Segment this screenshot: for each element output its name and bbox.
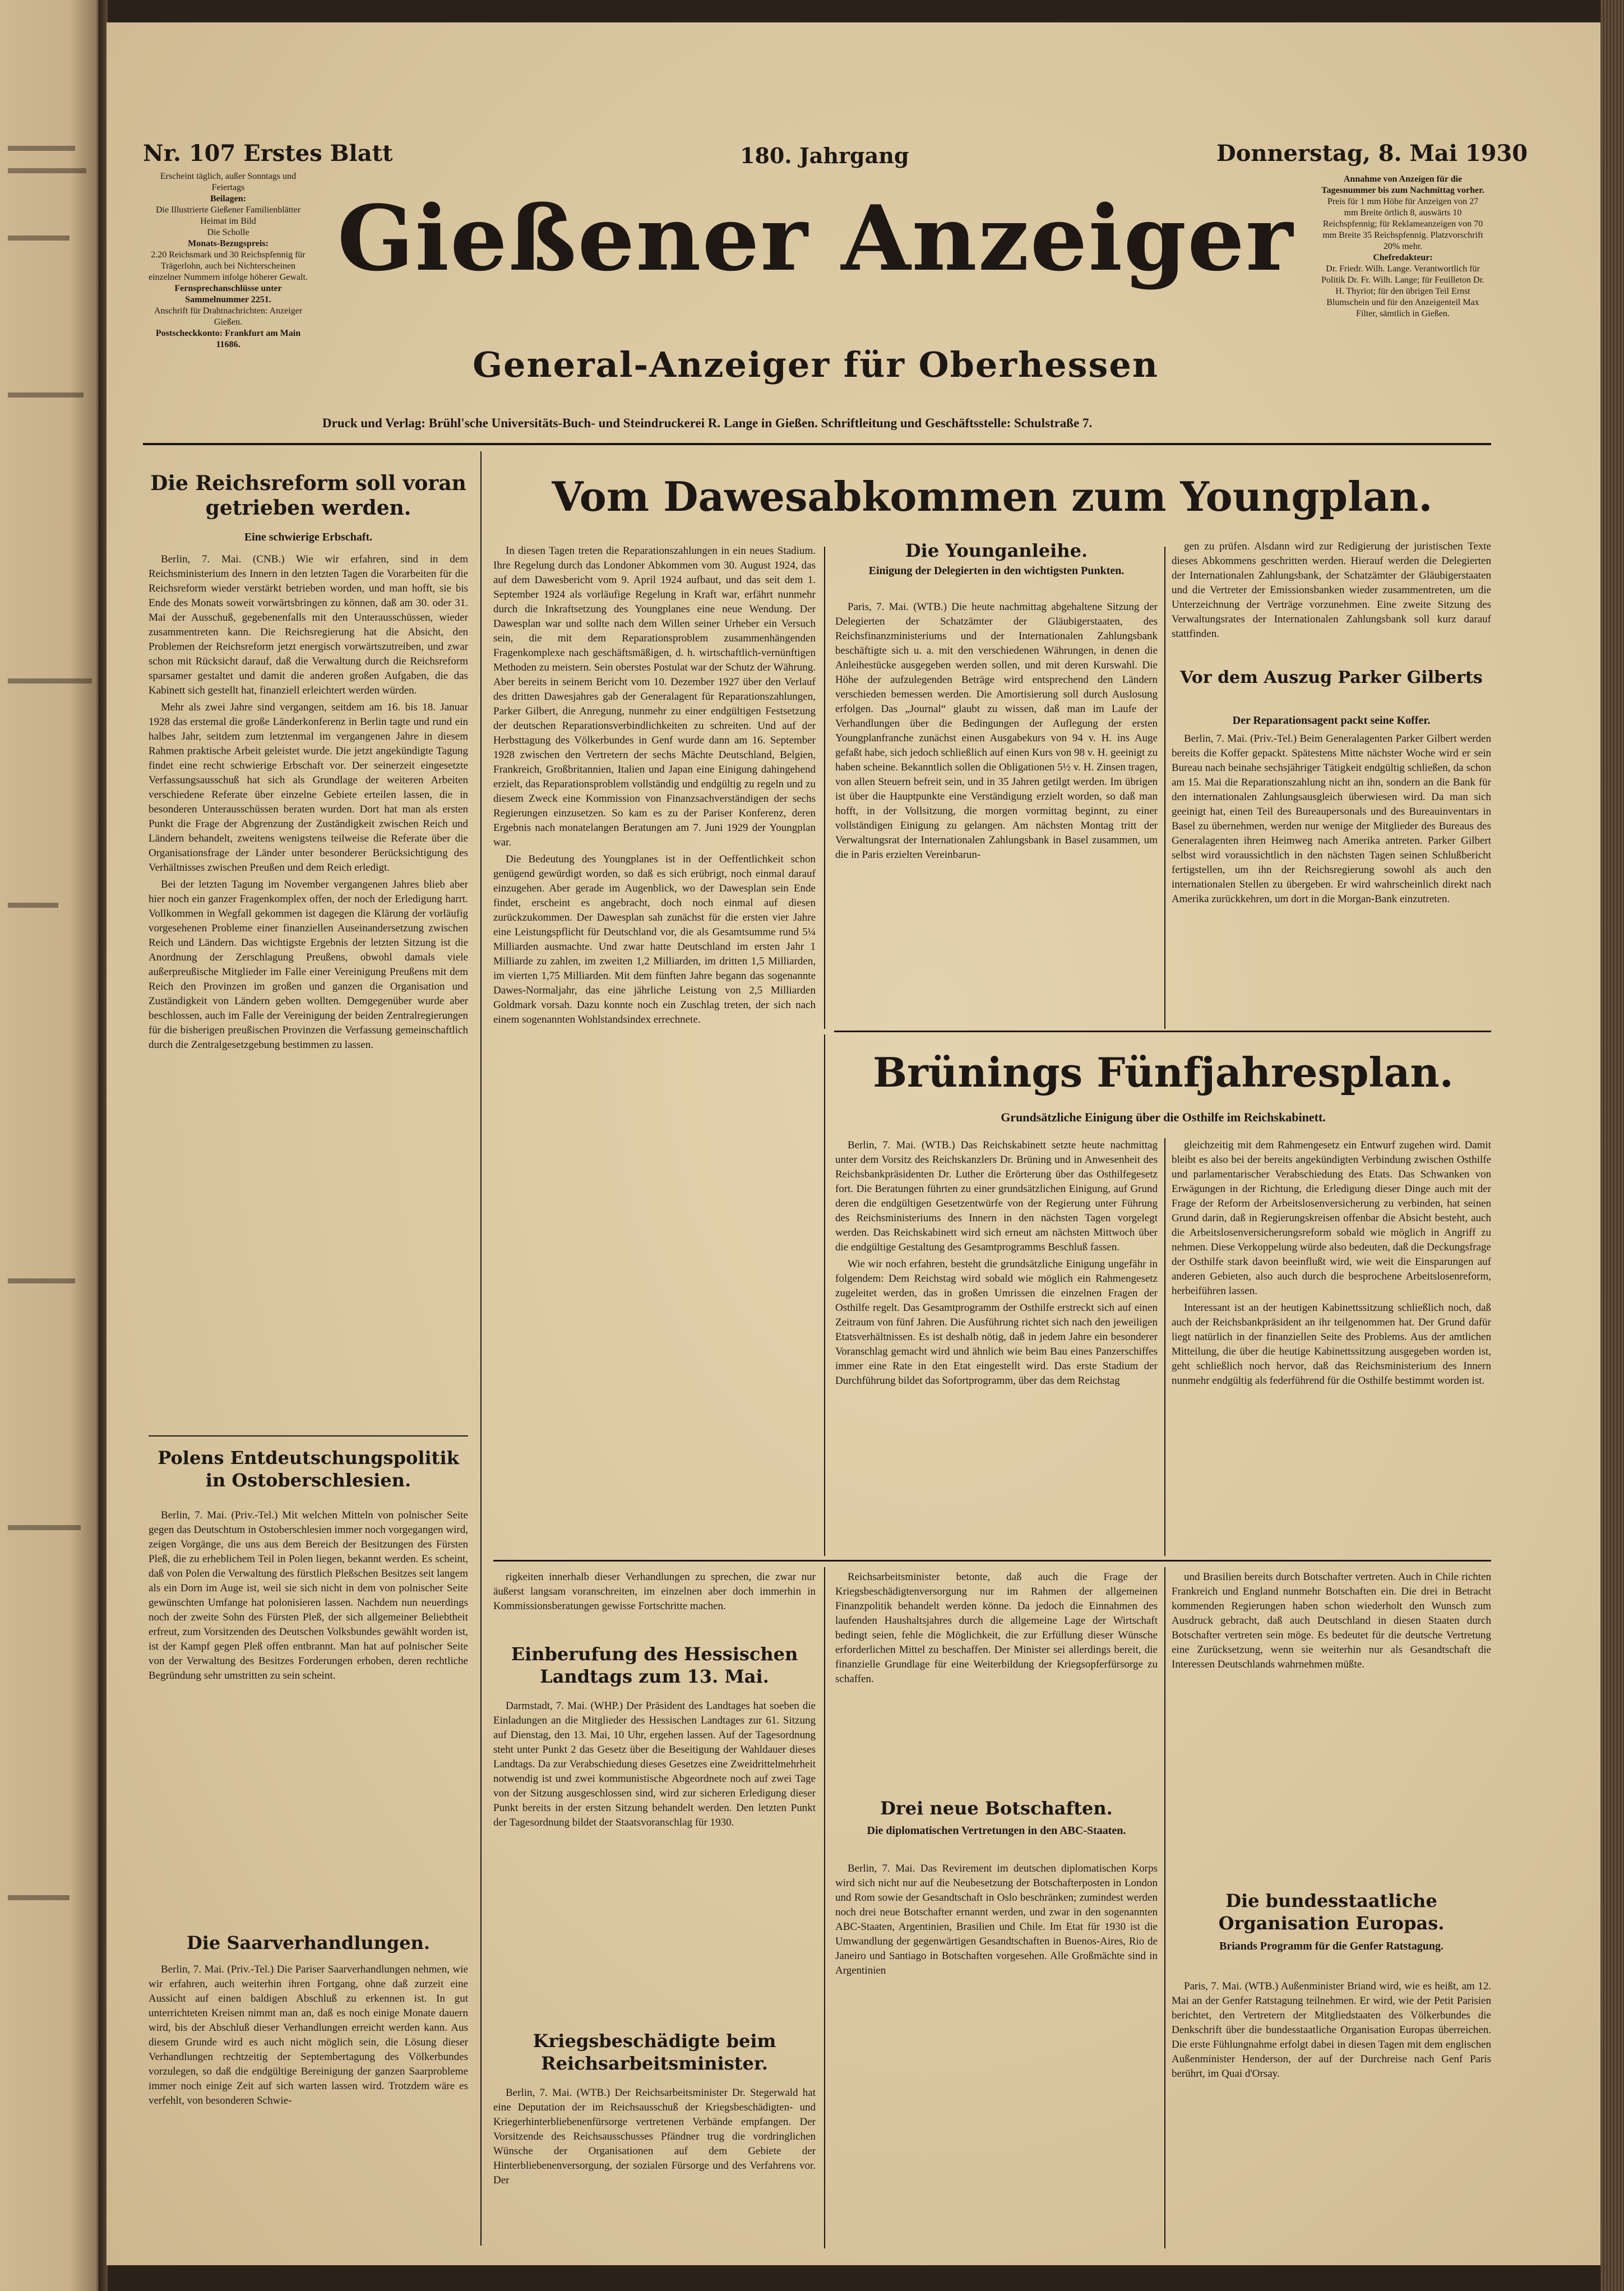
column-rule <box>824 1034 825 1556</box>
subhead-younganleihe: Einigung der Delegierten in den wichtigsten Punkten. <box>868 565 1125 577</box>
left-page-edge <box>0 0 100 2291</box>
info-line: Dr. Friedr. Wilh. Lange. Verantwortlich für Politik Dr. Fr. Wilh. Lange; für Feuilleton Dr. H. Thyriot; für den übrigen Teil Ernst Blumschein und für den Anzeigenteil Max Filter, sämtlich in Gießen. <box>1321 264 1485 318</box>
paragraph: Wie wir noch erfahren, besteht die grundsätzliche Einigung ungefähr in folgendem: Dem Reichstag wird sobald wie möglich ein Rahmengesetz zugeleitet werden, das in großen Umrissen die einzelnen Fragen der Osthilfe regelt. Das Gesamtprogramm der Osthilfe erstreckt sich auf einen Zeitraum von fünf Jahren. Die Ausführung richtet sich nach den jeweiligen Etatsverhältnissen. Es ist deshalb nötig, daß in jedem Jahre ein besonderer Voranschlag gemacht wird und ähnlich wie beim Bau eines Panzerschiffes immer eine Rate in den Etat eingestellt wird. Das erste Stadium der Durchführung bildet das Sofortprogramm, über das dem Reichstag <box>835 1258 1158 1387</box>
article-body-gilbert <box>1172 732 1491 995</box>
article-body-bruening-b <box>1172 1138 1491 1545</box>
left-page-text-line <box>8 235 70 241</box>
info-line: Monats-Bezugspreis: <box>188 239 269 248</box>
subhead-reichsreform: Eine schwierige Erbschaft. <box>244 531 373 543</box>
article-body-youngplan <box>493 544 816 1548</box>
paragraph: gleichzeitig mit dem Rahmengesetz ein Entwurf zugehen wird. Damit bleibt es also bei der bereits angekündigten Verbindung zwischen Osthilfe und parlamentarischer Verabschiedung des Etats. Das Schwanken von Erwägungen in der Richtung, die Erledigung dieser Dinge auch mit der Frage der Reform der Arbeitslosenversicherung zu verbinden, hat seinen Grund darin, daß in Regierungskreisen offenbar die Absicht besteht, auch die Arbeitslosenversicherungsreform sobald wie möglich in Angriff zu nehmen. Diese Verkoppelung würde also bedeuten, daß die Deckungsfrage der Osthilfe stark davon beeinflußt wird, wie weit die Einsparungen auf anderen Gebieten, also auch durch die besprochene Arbeitslosenreform, herbeiführen lassen. <box>1172 1139 1491 1297</box>
left-page-text-line <box>8 1895 70 1900</box>
left-page-text-line <box>8 392 84 398</box>
book-edge <box>1600 0 1624 2291</box>
headline-landtag: Einberufung des Hessischen Landtags zum 13. Mai. <box>511 1643 798 1687</box>
column-rule <box>480 451 482 2246</box>
info-line: Chefredakteur: <box>1373 253 1433 262</box>
paragraph: Berlin, 7. Mai. (CNB.) Wie wir erfahren, sind in dem Reichsministerium des Innern in den letzten Tagen die Vorarbeiten für die Reichsreform wieder verstärkt betrieben worden, und man hofft, sie bis Ende des Monats soweit vorwärtsbringen zu können, daß am 30. oder 31. Mai der Ausschuß, gegebenenfalls mit den Unterausschüssen, wieder zusammentreten kann. Die Reichsregierung hat die Absicht, den Problemen der Reichsreform jetzt energisch vorwärtszutreiben, und zwar schon mit Rücksicht darauf, daß die Verwaltung durch die Reichsreform sparsamer gestaltet und damit die anderen großen Aufgaben, die das Kabinett sich gestellt hat, finanziell erleichtert werden würden. <box>149 553 468 696</box>
paragraph: Mehr als zwei Jahre sind vergangen, seitdem am 16. bis 18. Januar 1928 das erstemal die große Länderkonferenz in Berlin tagte und rund ein halbes Jahr, seitdem zum letztenmal im vergangenen Jahre in diesem Rahmen praktische Arbeit geleistet wurde. Die jetzt angekündigte Tagung findet eine recht schwierige Erbschaft vor. Der seinerzeit eingesetzte Verfassungsausschuß hat sich als Grundlage der weiteren Arbeiten verschiedene Referate über einzelne Gebiete erteilen lassen, die in besonderen Unterausschüssen beraten wurden. Dort hat man als ersten Punkt die Frage der Abgrenzung der Zuständigkeit zwischen Reich und Ländern behandelt, zweitens wenigstens teilweise die Referate über die Organisationsfrage der Länder unter besonderer Berücksichtigung des Verhältnisses zwischen Preußen und dem Reich erledigt. <box>149 701 468 874</box>
subhead-botschaften: Die diplomatischen Vertretungen in den ABC-Staaten. <box>867 1825 1126 1837</box>
paragraph: rigkeiten innerhalb dieser Verhandlungen zu sprechen, die zwar nur äußerst langsam voranschreiten, im einzelnen aber doch immerhin in Kommissionsberatungen gewisse Fortschritte machen. <box>493 1571 816 1612</box>
column-rule <box>1164 547 1165 1029</box>
info-line: Anschrift für Drahtnachrichten: Anzeiger Gießen. <box>154 306 303 327</box>
left-page-text-line <box>8 1525 81 1530</box>
headline-bruening: Brünings Fünfjahresplan. <box>873 1048 1454 1096</box>
column-rule <box>824 1567 825 2248</box>
article-body-saar <box>149 1962 468 2248</box>
paragraph: Berlin, 7. Mai. (Priv.-Tel.) Mit welchen Mitteln von polnischer Seite gegen das Deutschtum in Ostoberschlesien immer noch vorgegangen wird, zeigen Vorgänge, die uns aus dem Bereich der Besitzungen des Fürsten Pleß, die zu erheblichem Teil in Polen liegen, bekannt werden. Es scheint, daß von Polen die Verwaltung des fürstlich Pleßschen Besitzes seit langem als ein Dorn im Auge ist, weil sie sich nicht in dem von polnischer Seite gewünschten Umfange hat polonisieren lassen. Nachdem nun neuerdings noch der zweite Sohn des Fürsten Pleß, der sich allgemeiner Beliebtheit erfreut, zum Vorsitzenden des Deutschen Volksbundes gewählt worden ist, ist der Kampf gegen Pleß offen entbrannt. Man hat auf polnischer Seite von der Verwaltung des Besitzes Forderungen erhoben, deren rechtliche Begründung sehr umstritten zu sein scheint. <box>149 1509 468 1682</box>
left-page-text-line <box>8 168 86 173</box>
article-body-europas <box>1172 1979 1491 2248</box>
info-line: Erscheint täglich, außer Sonntags und Feiertags <box>160 172 297 192</box>
subscription-info-box <box>147 171 309 435</box>
paragraph: und Brasilien bereits durch Botschafter vertreten. Auch in Chile richten Frankreich und England nunmehr Botschaften ein. Die drei in Betracht kommenden Regierungen haben schon wiederholt den Wunsch zum Ausdruck gebracht, daß auch Deutschland in diesen Staaten durch Botschafter vertreten sein möge. Es bedeutet für die deutsche Vertretung eine Zurücksetzung, wenn sie weiterhin nur als Gesandtschaft die Interessen Deutschlands wahrnehmen müßte. <box>1172 1571 1491 1670</box>
paragraph: In diesen Tagen treten die Reparationszahlungen in ein neues Stadium. Ihre Regelung durch das Londoner Abkommen vom 30. August 1924, das auf dem Dawesbericht vom 9. April 1924 aufbaut, und das seit dem 1. September 1924 als vorläufige Regelung in Kraft war, erfährt nunmehr durch die Inkraftsetzung des Youngplanes eine neue Wendung. Der Dawesplan war und sollte nach dem Willen seiner Urheber ein Versuch sein, die mit dem Reparationsproblem zusammenhängenden Fragenkomplexe nach geschäftsmäßigen, d. h. wirtschaftlich-vernünftigen Methoden zu meistern. Sein oberstes Postulat war der Schutz der Währung. Aber bereits in seinem Bericht vom 10. Dezember 1927 über den Verlauf des dritten Dawesjahres gab der Generalagent für Reparationszahlungen, Parker Gilbert, die Anregung, nunmehr zu einer endgültigen Festsetzung der deutschen Reparationsverbindlichkeiten zu schreiten. Und auf der Herbsttagung des Völkerbundes in Genf wurde dann am 16. September 1928 zwischen den Vertretern der sechs Mächte Deutschland, Belgien, Frankreich, Großbritannien, Italien und Japan eine Einigung dahingehend erzielt, das Reparationsproblem vollständig und endgültig zu regeln und zu diesem Zweck eine Kommission von Finanzsachverständigen der sechs Regierungen einzusetzen. So kam es zu der Pariser Konferenz, deren Ergebnis nach monatelangen Beratungen am 7. Juni 1929 der Youngplan war. <box>493 545 816 848</box>
paragraph: Die Bedeutung des Youngplanes ist in der Oeffentlichkeit schon genügend gewürdigt worden, so daß es sich erübrigt, noch einmal darauf einzugehen. Aber gerade im Augenblick, wo der Dawesplan sein Ende findet, erscheint es angebracht, doch noch einmal auf diesen zurückzukommen. Der Dawesplan sah zunächst für die ersten vier Jahre eine Leistungspflicht für Deutschland vor, die als Gesamtsumme rund 5¼ Milliarden ausmachte. Und zwar hatte Deutschland im ersten Jahr 1 Milliarde zu zahlen, im zweiten 1,2 Milliarden, im dritten 1,5 Milliarden, im vierten 1,75 Milliarden. Mit dem fünften Jahre begann das sogenannte Dawes-Normaljahr, das eine jährliche Leistung von 2,5 Milliarden Goldmark vorsah. Dazu konnte noch ein Zuschlag treten, der sich nach einem sogenannten Wohlstandsindex errechnete. <box>493 853 816 1026</box>
article-body-reichsreform <box>149 552 468 1427</box>
info-line: Annahme von Anzeigen für die Tagesnummer bis zum Nachmittag vorher. <box>1321 174 1484 195</box>
article-body-botschaften <box>835 1862 1158 2248</box>
issue-date: Donnerstag, 8. Mai 1930 <box>1216 140 1528 167</box>
newspaper-title: Gießener Anzeiger <box>337 186 1294 291</box>
info-line: Fernsprechanschlüsse unter Sammelnummer 2251. <box>174 284 282 304</box>
headline-polens: Polens Entdeutschungspolitik in Ostoberschlesien. <box>158 1447 459 1491</box>
left-page-text-line <box>8 146 75 151</box>
left-page-text-line <box>8 903 58 908</box>
article-body-saar-continued <box>493 1570 816 1632</box>
left-page-text-line <box>8 1278 75 1283</box>
paragraph: Reichsarbeitsminister betonte, daß auch die Frage der Kriegsbeschädigtenversorgung nur im Rahmen der allgemeinen Finanzpolitik behandelt werden könne. Da jedoch die Einnahmen des laufenden Haushaltsjahres durch die allgemeine Lage der Wirtschaft bedingt seien, fehle die Möglichkeit, die zur Erfüllung dieser Wünsche erforderlichen Mittel zu beschaffen. Der Minister sei allerdings bereit, die finanzielle Grundlage für eine Weiterbildung der Kriegsopferfürsorge zu schaffen. <box>835 1571 1158 1685</box>
headline-kriegsbeschaedigte: Kriegsbeschädigte beim Reichsarbeitsminister. <box>533 2030 776 2074</box>
paragraph: Darmstadt, 7. Mai. (WHP.) Der Präsident des Landtages hat soeben die Einladungen an die Mitglieder des Hessischen Landtages zur 61. Sitzung auf Dienstag, den 13. Mai, 10 Uhr, ergehen lassen. Auf der Tagesordnung steht unter Punkt 2 das Gesetz über die Beseitigung der Wahldauer dieses Landtags. Da zur Verabschiedung dieses Gesetzes eine Zweidrittelmehrheit notwendig ist und zwei kommunistische Abgeordnete noch auf zwei Tage von der Sitzung ausgeschlossen sind, wird zur sicheren Erledigung dieser Punkt bereits in der ersten Sitzung behandelt werden. Den letzten Punkt der Tagesordnung bildet der Staatsvoranschlag für 1930. <box>493 1700 816 1828</box>
headline-botschaften: Drei neue Botschaften. <box>880 1798 1113 1819</box>
masthead-rule <box>143 443 1491 445</box>
info-line: Postscheckkonto: Frankfurt am Main 11686. <box>155 329 301 349</box>
column-rule <box>824 547 825 1029</box>
paragraph: Berlin, 7. Mai. (WTB.) Das Reichskabinett setzte heute nachmittag unter dem Vorsitz des Reichskanzlers Dr. Brüning und in Anwesenheit des Reichsbankpräsidenten Dr. Luther die Erörterung über das Osthilfegesetz fort. Die Beratungen führten zu einer grundsätzlichen Einigung, auf Grund deren die endgültigen Gesetzentwürfe von der Regierung unter Führung des Reichsministeriums des Innern in den nächsten Tagen vorgelegt werden. Das Reichskabinett wird sich erneut am nächsten Mittwoch über die endgültige Gestaltung des Gesamtprogramms Beschluß fassen. <box>835 1139 1158 1253</box>
imprint-line: Druck und Verlag: Brühl'sche Universitäts-Buch- und Steindruckerei R. Lange in Gießen. Schriftleitung und Geschäftsstelle: Schulstraße 7. <box>322 416 1093 430</box>
paragraph: Berlin, 7. Mai. Das Revirement im deutschen diplomatischen Korps wird sich nicht nur auf die Neubesetzung der Botschafterposten in London und Rom sowie der Gesandtschaft in Oslo beschränken; zumindest werden noch drei neue Botschafter ernannt werden, und zwar in den sogenannten ABC-Staaten, Argentinien, Brasilien und Chile. Im Etat für 1930 ist die Umwandlung der gegenwärtigen Gesandtschaften in Buenos-Aires, Rio de Janeiro und Santiago in Botschaften vorgesehen. Alle Großmächte sind in Argentinien <box>835 1863 1158 1976</box>
newspaper-subtitle: General-Anzeiger für Oberhessen <box>473 344 1159 385</box>
subhead-bruening: Grundsätzliche Einigung über die Osthilfe im Reichskabinett. <box>1001 1110 1326 1124</box>
paragraph: Paris, 7. Mai. (WTB.) Die heute nachmittag abgehaltene Sitzung der Delegierten der Schatzämter der Gläubigerstaaten, des Reichsfinanzministeriums und der Internationalen Zahlungsbank beschäftigte sich u. a. mit den verschiedenen Währungen, in denen die Anleihestücke ausgegeben werden sollen, und mit deren Kurswahl. Die Höhe der aufzulegenden Beträge wird entsprechend den Ländern verschieden bemessen werden. Die Amortisierung soll durch Auslosung erfolgen. Das „Journal“ glaubt zu wissen, daß man im Laufe der Verhandlungen über die Bedingungen der Auflegung der ersten Youngplanfranche zunächst einen Ausgabekurs von 94 v. H. ins Auge gefaßt habe, sich jedoch schließlich auf einen Kurs von 98 v. H. geeinigt zu haben scheine. Bekanntlich sollen die Obligationen 5½ v. H. Zinsen tragen, von allen Steuern befreit sein, und in 35 Jahren getilgt werden. Im übrigen ist über die Hauptpunkte eine Verständigung erzielt worden, so daß man hofft, in der Vollsitzung, die morgen vormittag beginnt, zu einer vollständigen Einigung zu gelangen. Am nächsten Montag tritt der Verwaltungsrat der Internationalen Zahlungsbank in Basel zusammen, um die in Paris erzielten Vereinbarun- <box>835 601 1158 861</box>
left-page-text-line <box>8 678 92 683</box>
article-body-kriegsbeschaedigte-continued <box>835 1570 1158 1789</box>
info-line: 2.20 Reichsmark und 30 Reichspfennig für Trägerlohn, auch bei Nichterscheinen einzelner Nummern infolge höherer Gewalt. <box>149 250 308 282</box>
column-rule <box>1164 1567 1165 2248</box>
headline-europas: Die bundesstaatliche Organisation Europas. <box>1218 1890 1445 1934</box>
info-line: Preis für 1 mm Höhe für Anzeigen von 27 mm Breite örtlich 8, auswärts 10 Reichspfennig; für Reklameanzeigen von 70 mm Breite 35 Reichspfennig. Platzvorschrift 20% mehr. <box>1322 197 1483 251</box>
paragraph: Berlin, 7. Mai. (WTB.) Der Reichsarbeitsminister Dr. Stegerwald hat eine Deputation der im Reichsausschuß der Kriegsbeschädigten- und Kriegerhinterbliebenenfürsorge vertretenen Verbände empfangen. Der Vorsitzende des Reichsausschusses Pfändner trug die vordringlichen Wünsche der Organisationen auf dem Gebiete der Hinterbliebenenversorgung, der sozialen Fürsorge und des Verfahrens vor. Der <box>493 2087 816 2186</box>
info-line: Beilagen: <box>210 194 246 204</box>
paragraph: Berlin, 7. Mai. (Priv.-Tel.) Die Pariser Saarverhandlungen nehmen, wie wir erfahren, auch weiterhin ihren Fortgang, ohne daß zurzeit eine Aussicht auf einen baldigen Abschluß zu erkennen ist. In gut unterrichteten Kreisen nimmt man an, daß es noch einige Monate dauern wird, bis der Abschluß dieser Verhandlungen erreicht werden kann. Aus diesem Grunde wird es auch nicht möglich sein, die Lösung dieser Verhandlungen rechtzeitig der Septembertagung des Völkerbundes vorzulegen, so daß die endgültige Bereinigung der ganzen Saarprobleme immer noch einige Zeit auf sich warten lassen wird. Trotzdem wäre es verfehlt, von besonderen Schwie- <box>149 1964 468 2107</box>
article-body-polens <box>149 1508 468 1923</box>
subhead-europas: Briands Programm für die Genfer Ratstagung. <box>1219 1940 1443 1952</box>
article-body-landtag <box>493 1699 816 2019</box>
info-line: Heimat im Bild <box>200 216 256 226</box>
volume-year: 180. Jahrgang <box>740 143 909 168</box>
article-body-bruening-a <box>835 1138 1158 1545</box>
article-body-younganleihe <box>835 600 1158 992</box>
headline-reichsreform: Die Reichsreform soll voran getrieben werden. <box>150 472 466 520</box>
subhead-gilbert: Der Reparationsagent packt seine Koffer. <box>1232 714 1431 727</box>
paragraph: Interessant ist an der heutigen Kabinettssitzung schließlich noch, daß auch der Reichsbankpräsident an ihr teilgenommen hat. Der Grund dafür liegt natürlich in der finanziellen Seite des Problems. Aus der amtlichen Mitteilung, die über die heutige Kabinettssitzung ausgegeben worden ist, geht schließlich noch hervor, daß das Reichsministerium des Innern nunmehr endgültig als federführend für die Osthilfe bestimmt worden ist. <box>1172 1302 1491 1387</box>
info-line: Die Scholle <box>207 228 249 237</box>
column-rule <box>1164 1138 1165 1556</box>
headline-younganleihe: Die Younganleihe. <box>905 540 1088 561</box>
paragraph: Paris, 7. Mai. (WTB.) Außenminister Briand wird, wie es heißt, am 12. Mai an der Genfer Ratstagung teilnehmen. Er wird, wie der Petit Parisien berichtet, den Vertretern der Mitgliedstaaten des Völkerbundes die Denkschrift über die bundesstaatliche Organisation Europas überreichen. Die erste Fühlungnahme erfolgt dabei in diesen Tagen mit dem englischen Außenminister Henderson, der auf der Durchreise nach Genf Paris berührt, im Quai d'Orsay. <box>1172 1980 1491 2080</box>
paragraph: Bei der letzten Tagung im November vergangenen Jahres blieb aber hier noch ein ganzer Fragenkomplex offen, der noch der Erledigung harrt. Vollkommen in Wegfall gekommen ist dagegen die Klärung der vorläufig vorgesehenen Probleme einer finanziellen Auseinandersetzung zwischen Reich und Ländern. Das wichtigste Ergebnis der letzten Sitzung ist die Anordnung der Zerschlagung Preußens, obwohl damals viele außerpreußische Mitglieder im Falle einer Vereinigung Preußens mit dem Reich den Provinzen im großen und ganzen die Organisation und Zuständigkeit von Ländern geben wollten. Demgegenüber wurde aber beschlossen, auch im Falle der Vereinigung der beiden Zentralregierungen für die bisherigen preußischen Provinzen die Verfassung gemeinschaftlich durch die Zentralgesetzgebung bestimmen zu lassen. <box>149 879 468 1051</box>
section-rule <box>493 1560 1491 1562</box>
headline-youngplan: Vom Dawesabkommen zum Youngplan. <box>552 473 1433 520</box>
issue-number: Nr. 107 Erstes Blatt <box>143 140 393 167</box>
info-line: Die Illustrierte Gießener Familienblätter <box>155 205 301 215</box>
advertising-info-box <box>1320 174 1486 432</box>
article-body-younganleihe-continued <box>1172 539 1491 660</box>
paragraph: Berlin, 7. Mai. (Priv.-Tel.) Beim Generalagenten Parker Gilbert werden bereits die Koffer gepackt. Spätestens Mitte nächster Woche wird er sein Bureau nach beinahe sechsjähriger Tätigkeit endgültig schließen, da schon am 15. Mai die Reparationszahlung nicht an ihn, sondern an die Bank für den internationalen Zahlungsausgleich überwiesen wird. Da man sich geeinigt hat, einen Teil des Bureaupersonals und des Bureauinventars in Basel zu übernehmen, werden nur wenige der Mitglieder des Bureaus des Generalagenten ihren Heimweg nach Amerika antreten. Parker Gilbert selbst wird voraussichtlich in den nächsten Tagen seinen Schlußbericht fertigstellen, um ihn der Reichsregierung sowohl als auch den internationalen Stellen zu übergeben. Er wird wahrscheinlich direkt nach Amerika zurückkehren, um dort in die Morgan-Bank einzutreten. <box>1172 733 1491 905</box>
section-rule <box>834 1031 1491 1032</box>
section-rule <box>149 1435 468 1437</box>
article-body-botschaften-continued <box>1172 1570 1491 1878</box>
paragraph: gen zu prüfen. Alsdann wird zur Redigierung der juristischen Texte dieses Abkommens geschritten werden. Hierauf werden die Delegierten der Internationalen Zahlungsbank, der Schatzämter der Gläubigerstaaten und die Vertreter der Emissionsbanken wieder zusammentreten, um die Unterzeichnung der Verträge vorzunehmen. Eine zweite Sitzung des Verwaltungsrates der Internationalen Zahlungsbank soll kurz darauf stattfinden. <box>1172 541 1491 640</box>
headline-saar: Die Saarverhandlungen. <box>186 1932 431 1953</box>
article-body-kriegsbeschaedigte <box>493 2086 816 2248</box>
headline-gilbert: Vor dem Auszug Parker Gilberts <box>1180 668 1483 687</box>
